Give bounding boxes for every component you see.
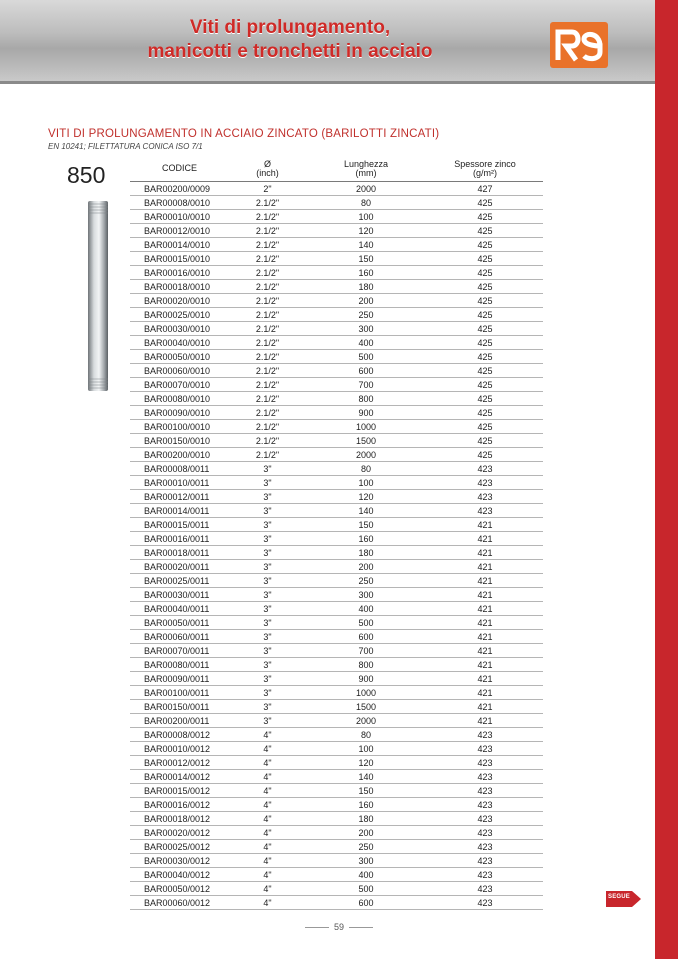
cell-zinc: 423 [477,799,493,810]
cell-code: BAR00040/0010 [144,337,211,348]
header-length-unit: (mm) [355,167,377,178]
table-row [130,686,543,700]
page-number-rule-right [349,927,373,928]
cell-code: BAR00016/0011 [144,533,210,544]
cell-zinc: 425 [477,211,493,222]
cell-code: BAR00018/0012 [144,813,211,824]
cell-length: 600 [358,365,374,376]
cell-zinc: 423 [477,869,493,880]
cell-zinc: 423 [477,757,493,768]
cell-zinc: 423 [477,813,493,824]
cell-length: 80 [360,729,371,740]
cell-diameter: 2.1/2" [255,337,280,348]
cell-length: 200 [358,561,374,572]
cell-length: 2000 [355,449,377,460]
cell-length: 400 [358,869,374,880]
table-row [130,182,543,196]
cell-length: 500 [358,617,374,628]
cell-diameter: 3" [263,631,272,642]
cell-length: 1500 [355,701,377,712]
table-row [130,784,543,798]
table-row [130,364,543,378]
cell-length: 400 [358,603,374,614]
cell-diameter: 3" [263,687,272,698]
table-body [130,182,543,910]
cell-length: 500 [358,883,374,894]
cell-code: BAR00014/0012 [144,771,211,782]
cell-code: BAR00200/0011 [144,715,210,726]
header-diameter [230,160,305,178]
table-row [130,392,543,406]
cell-zinc: 421 [477,631,493,642]
table-row [130,532,543,546]
header-length-label: Lunghezza [343,158,389,169]
cell-diameter: 4" [263,869,272,880]
table-row [130,868,543,882]
cell-diameter: 2.1/2" [255,421,280,432]
cell-diameter: 4" [263,785,272,796]
cell-code: BAR00090/0011 [144,673,210,684]
cell-zinc: 425 [477,421,493,432]
product-table [130,156,543,910]
table-row [130,896,543,910]
table-header [130,156,543,182]
cell-zinc: 421 [477,589,493,600]
cell-diameter: 3" [263,463,272,474]
cell-zinc: 421 [477,533,493,544]
cell-zinc: 425 [477,337,493,348]
cell-code: BAR00050/0010 [144,351,211,362]
cell-zinc: 423 [477,729,493,740]
cell-diameter: 4" [263,771,272,782]
cell-zinc: 421 [477,673,493,684]
pipe-image [86,201,110,391]
side-brand-strip [655,0,678,959]
cell-zinc: 423 [477,785,493,796]
header-code: CODICE [162,163,198,173]
table-row [130,336,543,350]
cell-diameter: 3" [263,673,272,684]
cell-code: BAR00010/0012 [144,743,211,754]
cell-length: 1500 [355,435,377,446]
table-row [130,378,543,392]
cell-code: BAR00016/0012 [144,799,211,810]
cell-length: 500 [358,351,374,362]
table-row [130,812,543,826]
table-row [130,616,543,630]
table-row [130,588,543,602]
cell-length: 120 [358,491,374,502]
header-band [0,0,655,84]
cell-length: 250 [358,841,374,852]
cell-diameter: 2.1/2" [255,323,280,334]
cell-code: BAR00008/0012 [144,729,211,740]
cell-length: 600 [358,897,374,908]
table-row [130,406,543,420]
cell-diameter: 3" [263,589,272,600]
table-row [130,644,543,658]
cell-length: 2000 [355,183,377,194]
cell-diameter: 3" [263,645,272,656]
table-row [130,308,543,322]
table-row [130,434,543,448]
table-row [130,490,543,504]
cell-diameter: 3" [263,603,272,614]
cell-length: 160 [358,267,374,278]
table-row [130,448,543,462]
cell-code: BAR00018/0010 [144,281,211,292]
section-subtitle: EN 10241; FILETTATURA CONICA ISO 7/1 [48,142,203,151]
cell-length: 400 [358,337,374,348]
cell-diameter: 2.1/2" [255,211,280,222]
cell-length: 700 [358,645,374,656]
cell-length: 120 [358,225,374,236]
cell-zinc: 423 [477,477,493,488]
cell-zinc: 427 [477,183,493,194]
cell-code: BAR00070/0010 [144,379,211,390]
cell-zinc: 421 [477,603,493,614]
cell-code: BAR00012/0012 [144,757,211,768]
cell-diameter: 4" [263,827,272,838]
table-row [130,322,543,336]
cell-zinc: 421 [477,715,493,726]
table-row [130,630,543,644]
cell-diameter: 2.1/2" [255,295,280,306]
cell-length: 200 [358,295,374,306]
page-title [90,16,490,64]
cell-length: 2000 [355,715,377,726]
cell-zinc: 425 [477,323,493,334]
cell-length: 300 [358,589,374,600]
header-zinc [427,160,543,178]
cell-code: BAR00014/0010 [144,239,211,250]
cell-diameter: 2.1/2" [255,253,280,264]
cell-diameter: 3" [263,659,272,670]
table-row [130,854,543,868]
cell-diameter: 2.1/2" [255,449,280,460]
cell-code: BAR00030/0012 [144,855,211,866]
table-row [130,266,543,280]
cell-code: BAR00150/0011 [144,701,210,712]
cell-length: 120 [358,757,374,768]
cell-length: 150 [358,253,374,264]
cell-zinc: 423 [477,463,493,474]
cell-zinc: 425 [477,295,493,306]
cell-zinc: 423 [477,771,493,782]
cell-diameter: 3" [263,505,272,516]
cell-code: BAR00060/0011 [144,631,210,642]
table-row [130,462,543,476]
cell-length: 1000 [355,421,377,432]
cell-code: BAR00010/0011 [144,477,210,488]
cell-length: 300 [358,855,374,866]
cell-zinc: 425 [477,379,493,390]
table-row [130,560,543,574]
cell-diameter: 3" [263,477,272,488]
cell-code: BAR00150/0010 [144,435,211,446]
cell-diameter: 4" [263,729,272,740]
cell-code: BAR00016/0010 [144,267,211,278]
cell-code: BAR00008/0010 [144,197,211,208]
cell-diameter: 4" [263,897,272,908]
cell-code: BAR00020/0011 [144,561,210,572]
cell-diameter: 4" [263,743,272,754]
cell-diameter: 2.1/2" [255,225,280,236]
cell-length: 140 [358,505,374,516]
cell-code: BAR00020/0010 [144,295,211,306]
page-number [298,922,380,932]
cell-diameter: 2.1/2" [255,309,280,320]
cell-code: BAR00040/0012 [144,869,211,880]
cell-diameter: 2" [263,183,272,194]
cell-diameter: 3" [263,533,272,544]
cell-diameter: 3" [263,575,272,586]
table-row [130,714,543,728]
table-row [130,476,543,490]
cell-zinc: 425 [477,225,493,236]
cell-length: 180 [358,547,374,558]
table-row [130,672,543,686]
cell-code: BAR00080/0010 [144,393,211,404]
cell-code: BAR00030/0010 [144,323,211,334]
cell-diameter: 3" [263,561,272,572]
cell-code: BAR00014/0011 [144,505,210,516]
table-row [130,658,543,672]
page-number-rule-left [305,927,329,928]
cell-length: 180 [358,813,374,824]
page-title-line-2: manicotti e tronchetti in acciaio [147,41,433,62]
cell-code: BAR00012/0010 [144,225,211,236]
table-row [130,742,543,756]
page-number-value: 59 [333,922,344,932]
cell-zinc: 425 [477,407,493,418]
cell-code: BAR00090/0010 [144,407,211,418]
cell-code: BAR00015/0012 [144,785,211,796]
cell-code: BAR00008/0011 [144,463,210,474]
cell-length: 800 [358,393,374,404]
cell-diameter: 3" [263,547,272,558]
cell-diameter: 3" [263,701,272,712]
cell-diameter: 2.1/2" [255,393,280,404]
cell-zinc: 425 [477,309,493,320]
header-zinc-label: Spessore zinco [454,158,516,169]
cell-code: BAR00025/0012 [144,841,211,852]
cell-length: 250 [358,575,374,586]
header-length [305,160,427,178]
cell-code: BAR00040/0011 [144,603,210,614]
cell-code: BAR00025/0010 [144,309,211,320]
cell-code: BAR00030/0011 [144,589,210,600]
table-row [130,238,543,252]
cell-code: BAR00060/0010 [144,365,211,376]
table-row [130,798,543,812]
cell-length: 600 [358,631,374,642]
cell-length: 900 [358,407,374,418]
cell-zinc: 421 [477,659,493,670]
cell-diameter: 4" [263,855,272,866]
cell-length: 100 [358,477,374,488]
cell-diameter: 4" [263,757,272,768]
cell-length: 160 [358,533,374,544]
table-row [130,728,543,742]
cell-diameter: 4" [263,883,272,894]
cell-diameter: 2.1/2" [255,379,280,390]
cell-zinc: 421 [477,575,493,586]
cell-zinc: 421 [477,687,493,698]
cell-zinc: 425 [477,253,493,264]
table-row [130,504,543,518]
table-row [130,546,543,560]
table-row [130,518,543,532]
cell-zinc: 425 [477,435,493,446]
cell-zinc: 423 [477,827,493,838]
header-diameter-unit: (inch) [256,167,279,178]
cell-code: BAR00025/0011 [144,575,210,586]
cell-length: 100 [358,211,374,222]
cell-zinc: 421 [477,645,493,656]
cell-diameter: 3" [263,519,272,530]
cell-zinc: 425 [477,281,493,292]
cell-diameter: 3" [263,715,272,726]
cell-length: 80 [360,197,371,208]
cell-code: BAR00070/0011 [144,645,210,656]
cell-length: 250 [358,309,374,320]
table-row [130,224,543,238]
cell-length: 140 [358,771,374,782]
table-row [130,700,543,714]
cell-diameter: 2.1/2" [255,239,280,250]
cell-zinc: 421 [477,617,493,628]
cell-zinc: 425 [477,351,493,362]
table-row [130,574,543,588]
table-row [130,770,543,784]
cell-diameter: 3" [263,617,272,628]
cell-zinc: 423 [477,743,493,754]
cell-code: BAR00200/0010 [144,449,211,460]
cell-length: 100 [358,743,374,754]
cell-zinc: 425 [477,449,493,460]
cell-code: BAR00100/0011 [144,687,210,698]
table-row [130,826,543,840]
cell-diameter: 3" [263,491,272,502]
cell-code: BAR00018/0011 [144,547,210,558]
cell-code: BAR00050/0011 [144,617,210,628]
cell-length: 1000 [355,687,377,698]
cell-zinc: 423 [477,855,493,866]
cell-diameter: 2.1/2" [255,267,280,278]
cell-code: BAR00060/0012 [144,897,211,908]
table-row [130,294,543,308]
cell-code: BAR00080/0011 [144,659,210,670]
cell-code: BAR00012/0011 [144,491,210,502]
page-title-line-1: Viti di prolungamento, [189,17,391,38]
cell-diameter: 2.1/2" [255,435,280,446]
table-row [130,252,543,266]
cell-length: 700 [358,379,374,390]
cell-diameter: 4" [263,799,272,810]
table-row [130,280,543,294]
cell-zinc: 421 [477,561,493,572]
cell-zinc: 425 [477,267,493,278]
cell-length: 140 [358,239,374,250]
section-title: VITI DI PROLUNGAMENTO IN ACCIAIO ZINCATO (BARILOTTI ZINCATI) [48,128,440,140]
cell-code: BAR00050/0012 [144,883,211,894]
cell-zinc: 423 [477,841,493,852]
cell-code: BAR00015/0010 [144,253,211,264]
table-row [130,840,543,854]
product-code: 850 [67,162,106,188]
cell-length: 150 [358,785,374,796]
cell-diameter: 2.1/2" [255,351,280,362]
cell-code: BAR00100/0010 [144,421,211,432]
cell-diameter: 2.1/2" [255,365,280,376]
cell-zinc: 425 [477,393,493,404]
cell-zinc: 423 [477,505,493,516]
cell-length: 180 [358,281,374,292]
cell-zinc: 425 [477,197,493,208]
cell-zinc: 421 [477,701,493,712]
cell-diameter: 4" [263,841,272,852]
table-row [130,210,543,224]
cell-diameter: 2.1/2" [255,197,280,208]
table-row [130,196,543,210]
cell-zinc: 423 [477,883,493,894]
cell-zinc: 421 [477,547,493,558]
cell-length: 900 [358,673,374,684]
table-row [130,882,543,896]
cell-zinc: 425 [477,365,493,376]
cell-length: 80 [360,463,371,474]
brand-logo [550,22,608,68]
cell-code: BAR00020/0012 [144,827,211,838]
cell-code: BAR00010/0010 [144,211,211,222]
cell-length: 800 [358,659,374,670]
header-zinc-unit: (g/m²) [473,167,497,178]
cell-zinc: 421 [477,519,493,530]
cell-diameter: 2.1/2" [255,281,280,292]
table-row [130,350,543,364]
cell-diameter: 4" [263,813,272,824]
table-row [130,602,543,616]
cell-zinc: 423 [477,897,493,908]
cell-length: 160 [358,799,374,810]
cell-diameter: 2.1/2" [255,407,280,418]
cell-zinc: 423 [477,491,493,502]
cell-zinc: 425 [477,239,493,250]
cell-code: BAR00015/0011 [144,519,210,530]
table-row [130,420,543,434]
cell-length: 150 [358,519,374,530]
header-diameter-symbol: Ø [263,158,271,169]
table-row [130,756,543,770]
next-page-label: SEGUE [608,894,631,900]
cell-code: BAR00200/0009 [144,183,211,194]
cell-length: 200 [358,827,374,838]
cell-length: 300 [358,323,374,334]
